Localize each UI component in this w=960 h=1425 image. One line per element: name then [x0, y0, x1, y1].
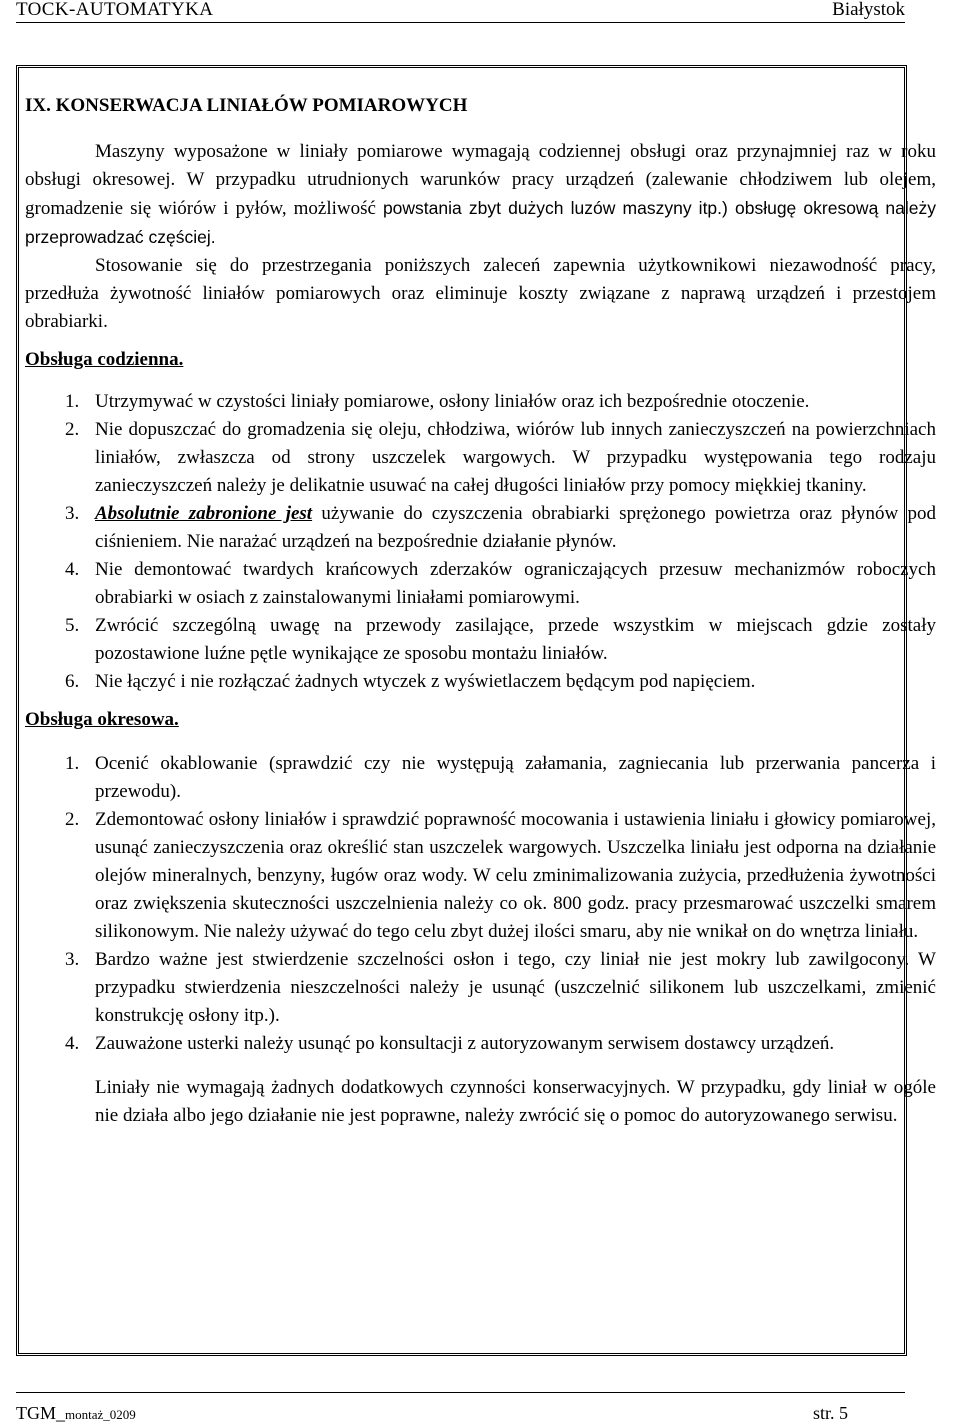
list-item-text: używanie do czyszczenia obrabiarki sprężonego powietrza oraz płynów pod ciśnieniem. Nie narażać urządzeń na bezpośrednie działanie płynów. [95, 503, 936, 552]
list-item-text: Nie dopuszczać do gromadzenia się oleju, chłodziwa, wiórów lub innych zanieczyszczeń na powierzchniach liniałów, zwłaszcza od strony uszczelek wargowych. W przypadku występowania tego rodzaju zanieczyszczeń należy je delikatnie usuwać na całej długości liniałów przy pomocy miękkiej tkaniny. [95, 419, 936, 496]
list-item [25, 556, 936, 612]
list-item-number: 2. [65, 419, 80, 440]
intro-text-sans: powstania zbyt dużych luzów maszyny itp.) obsługę okresową należy przeprowadzać częściej. [25, 198, 937, 247]
list-item [25, 668, 936, 696]
list-item-text: Ocenić okablowanie (sprawdzić czy nie występują załamania, zagniecania lub przerwania pancerza i przewodu). [95, 753, 936, 802]
list-item-text: Nie demontować twardych krańcowych zderzaków ograniczających przesuw mechanizmów roboczych obrabiarki w osiach z zainstalowanymi liniałami pomiarowymi. [95, 559, 936, 608]
list-item [25, 946, 936, 1030]
list-item-number: 2. [65, 809, 80, 830]
list-item [25, 612, 936, 668]
list-item [25, 1030, 936, 1058]
intro-paragraph-2: Stosowanie się do przestrzegania poniższych zaleceń zapewnia użytkownikowi niezawodność pracy, przedłuża żywotność liniałów pomiarowych oraz eliminuje koszty związane z naprawą urządzeń i przestojem obrabiarki. [25, 255, 936, 332]
list-item-text: Nie łączyć i nie rozłączać żadnych wtyczek z wyświetlaczem będącym pod napięciem. [95, 671, 756, 692]
intro-paragraph [25, 138, 936, 252]
list-item [25, 388, 936, 416]
document-body [25, 92, 936, 1130]
closing-paragraph: Liniały nie wymagają żadnych dodatkowych czynności konserwacyjnych. W przypadku, gdy liniał w ogóle nie działa albo jego działanie nie jest poprawne, należy zwrócić się o pomoc do autoryzowanego serwisu. [95, 1077, 936, 1126]
page-number: str. 5 [812, 1403, 848, 1423]
list-item-number: 5. [65, 615, 80, 636]
footer-divider [16, 1392, 905, 1393]
list-item-number: 4. [65, 1033, 80, 1054]
doc-code: TGM_ [16, 1403, 65, 1423]
list-item-number: 1. [65, 391, 80, 412]
section-title: IX. KONSERWACJA LINIAŁÓW POMIAROWYCH [25, 95, 468, 116]
list-item-number: 3. [65, 503, 80, 524]
doc-code-suffix: montaż_0209 [65, 1407, 136, 1422]
list-item-text: Zwrócić szczególną uwagę na przewody zasilające, przede wszystkim w miejscach gdzie zostały pozostawione luźne pętle wynikające ze sposobu montażu liniałów. [95, 615, 936, 664]
list-item-number: 4. [65, 559, 80, 580]
list-item-number: 6. [65, 671, 80, 692]
list-item-text: Utrzymywać w czystości liniały pomiarowe, osłony liniałów oraz ich bezpośrednie otoczenie. [95, 391, 810, 412]
list-item [25, 416, 936, 500]
list-item [25, 500, 936, 556]
list-item-number: 1. [65, 753, 80, 774]
header-divider [16, 22, 905, 23]
header-city: Białystok [832, 0, 905, 20]
periodic-maintenance-title: Obsługa okresowa. [25, 709, 179, 730]
list-item-text: Zauważone usterki należy usunąć po konsultacji z autoryzowanym serwisem dostawcy urządzeń. [95, 1033, 835, 1054]
list-item [25, 750, 936, 806]
header-company: TOCK-AUTOMATYKA [16, 0, 214, 20]
list-item [25, 806, 936, 946]
list-item-number: 3. [65, 949, 80, 970]
footer-doc-code [16, 1403, 136, 1425]
list-item-text: Bardzo ważne jest stwierdzenie szczelności osłon i tego, czy liniał nie jest mokry lub zawilgocony. W przypadku stwierdzenia nieszczelności należy je usunąć (uszczelnić silikonem lub uszczelkami, zmienić konstrukcję osłony itp.). [95, 949, 936, 1026]
periodic-maintenance-list [25, 750, 936, 1058]
daily-maintenance-title: Obsługa codzienna. [25, 349, 184, 370]
daily-maintenance-list [25, 388, 936, 696]
warning-emphasis: Absolutnie zabronione jest [95, 503, 313, 524]
list-item-text: Zdemontować osłony liniałów i sprawdzić poprawność mocowania i ustawienia liniału i głowicy pomiarowej, usunąć zanieczyszczenia oraz określić stan uszczelek wargowych. Uszczelka liniału jest odporna na działanie olejów mineralnych, benzyny, ługów oraz wody. W celu zminimalizowania zużycia, przedłużenia żywotności oraz zwiększenia skuteczności uszczelnienia należy co ok. 800 godz. pracy przesmarować uszczelki smarem silikonowym. Nie należy używać do tego celu zbyt dużej ilości smaru, aby nie wnikał on do wnętrza liniału. [95, 809, 936, 942]
intro-text-serif: Maszyny wyposażone w liniały pomiarowe wymagają codziennej obsługi oraz przynajmniej raz w roku obsługi okresowej. W przypadku utrudnionych warunków pracy urządzeń (zalewanie chłodziwem lub olejem, gromadzenie się wiórów i pyłów, możliwość [25, 141, 936, 219]
